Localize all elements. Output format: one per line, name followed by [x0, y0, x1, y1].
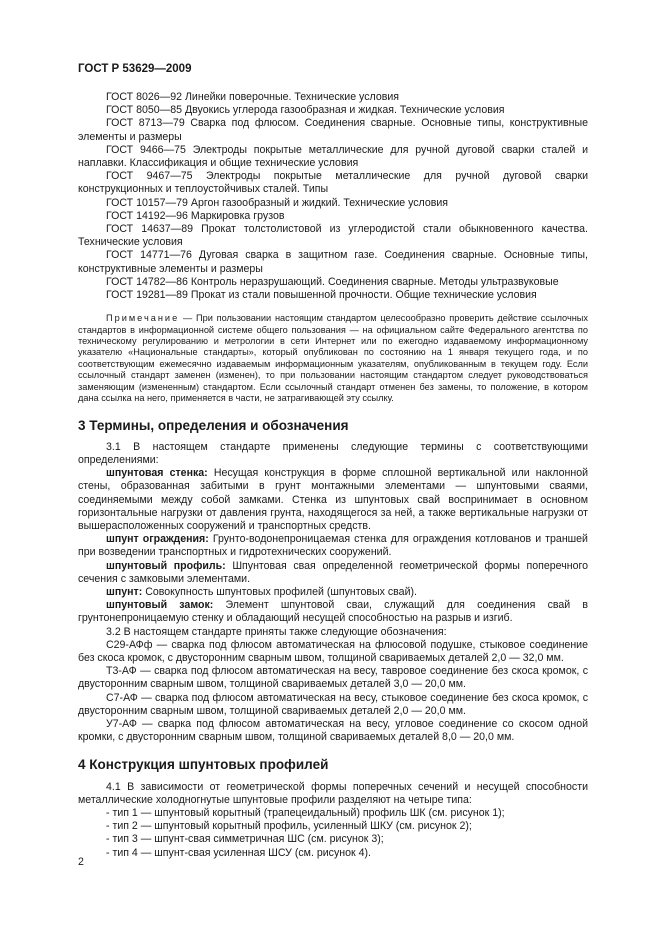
type-list-item: - тип 3 — шпунт-свая симметричная ШС (см. рисунок 3);	[106, 833, 384, 846]
clause-4-1: 4.1 В зависимости от геометрической формы поперечных сечений и несущей способности металлические холодногнутые шпунтовые профили разделяют на четыре типа:	[78, 780, 588, 806]
document-body	[78, 91, 588, 860]
term-definition	[78, 467, 588, 533]
term-label: шпунт:	[106, 585, 143, 598]
term-text: Элемент шпунтовой сваи, служащий для соединения свай в грунтонепроницаемую стенку и обладающий несущей способностью на разрыв и изгиб.	[78, 599, 588, 625]
reference-item: ГОСТ 9467—75 Электроды покрытые металлические для ручной дуговой сварки конструкционных и теплоустойчивых сталей. Типы	[78, 170, 588, 196]
page-number: 2	[78, 856, 84, 868]
term-label: шпунтовый замок:	[106, 599, 214, 612]
clause-3-1: 3.1 В настоящем стандарте применены следующие термины с соответствующими определениями:	[78, 440, 588, 466]
reference-item: ГОСТ 8026—92 Линейки поверочные. Технические условия	[106, 91, 399, 103]
reference-item: ГОСТ 8713—79 Сварка под флюсом. Соединения сварные. Основные типы, конструктивные элементы и размеры	[78, 117, 588, 143]
term-label: шпунтовый профиль:	[106, 559, 226, 572]
designation-item: С29-АФф — сварка под флюсом автоматическая на флюсовой подушке, стыковое соединение без скоса кромок, с двусторонним сварным швом, толщиной свариваемых деталей 2,0 — 32,0 мм.	[78, 638, 588, 664]
designation-item: С7-АФ — сварка под флюсом автоматическая на весу, стыковое соединение без скоса кромок, с двусторонним сварным швом, толщиной свариваемых деталей 2,0 — 20,0 мм.	[78, 691, 588, 717]
reference-item: ГОСТ 9466—75 Электроды покрытые металлические для ручной дуговой сварки сталей и наплавки. Классификация и общие технические условия	[78, 143, 588, 170]
term-definition	[78, 533, 588, 559]
note-label: Примечание	[106, 313, 180, 324]
reference-item: ГОСТ 8050—85 Двуокись углерода газообразная и жидкая. Технические условия	[106, 104, 505, 117]
note-text: — При пользовании настоящим стандартом целесообразно проверить действие ссылочных стандартов в информационной системе общего пользования — на официальном сайте Федерального агентства по техническому регулированию и метрологии в сети Интернет или по ежегодно издаваемому информационному указателю «Национальные стандарты», который опубликован по состоянию на 1 января текущего года, и по соответствующим ежемесячно издаваемым информационным указателям, опубликованным в текущем году. Если ссылочный стандарт заменен (изменен), то при пользовании настоящим стандартом следует руководствоваться заменяющим (измененным) стандартом. Если ссылочный стандарт отменен без замены, то положение, в котором дана ссылка на него, применяется в части, не затрагивающей эту ссылку.	[78, 313, 588, 404]
clause-3-2: 3.2 В настоящем стандарте приняты также следующие обозначения:	[106, 625, 447, 638]
term-text: Грунто-водонепроницаемая стенка для ограждения котлованов и траншей при возведении транспортных и гидротехнических сооружений.	[78, 533, 588, 559]
term-definition	[78, 586, 588, 599]
section-4-heading: 4 Конструкция шпунтовых профилей	[78, 757, 329, 773]
document-header: ГОСТ Р 53629—2009	[78, 63, 192, 75]
reference-item: ГОСТ 14771—76 Дуговая сварка в защитном газе. Соединения сварные. Основные типы, конструктивные элементы и размеры	[78, 249, 588, 275]
type-list-item: - тип 2 — шпунтовый корытный профиль, усиленный ШКУ (см. рисунок 2);	[106, 820, 472, 833]
term-definition	[78, 599, 588, 625]
reference-item: ГОСТ 10157—79 Аргон газообразный и жидкий. Технические условия	[106, 196, 449, 209]
term-label: шпунт ограждения:	[106, 533, 209, 546]
term-text: Несущая конструкция в форме сплошной вертикальной или наклонной стены, образованная забитыми в грунт монтажными элементами — шпунтовыми сваями, соединяемыми между собой замками. Стенка из шпунтовых свай воспринимает в основном горизонтальные нагрузки от давления грунта, находящегося за ней, а также вертикальные нагрузки от вышерасположенных сооружений и транспортных средств.	[78, 467, 588, 532]
term-text: Шпунтовая свая определенной геометрической формы поперечного сечения с замковыми элементами.	[78, 559, 588, 585]
reference-item: ГОСТ 14782—86 Контроль неразрушающий. Соединения сварные. Методы ультразвуковые	[106, 275, 559, 288]
reference-item: ГОСТ 14192—96 Маркировка грузов	[106, 209, 285, 222]
note-paragraph	[78, 313, 588, 404]
section-3-heading: 3 Термины, определения и обозначения	[78, 417, 349, 433]
term-definition	[78, 560, 588, 586]
type-list-item: - тип 4 — шпунт-свая усиленная ШСУ (см. рисунок 4).	[106, 846, 371, 859]
designation-item: У7-АФ — сварка под флюсом автоматическая на весу, угловое соединение со скосом одной кромки, с двусторонним сварным швом, толщиной свариваемых деталей 8,0 — 20,0 мм.	[78, 717, 588, 744]
designation-item: Т3-АФ — сварка под флюсом автоматическая на весу, тавровое соединение без скоса кромок, с двусторонним сварным швом, толщиной свариваемых деталей 3,0 — 20,0 мм.	[78, 665, 588, 691]
term-label: шпунтовая стенка:	[106, 467, 208, 480]
term-text: Совокупность шпунтовых профилей (шпунтовых свай).	[142, 585, 417, 598]
type-list-item: - тип 1 — шпунтовый корытный (трапецеидальный) профиль ШК (см. рисунок 1);	[106, 806, 505, 819]
reference-item: ГОСТ 14637—89 Прокат толстолистовой из углеродистой стали обыкновенного качества. Технические условия	[78, 223, 588, 249]
reference-item: ГОСТ 19281—89 Прокат из стали повышенной прочности. Общие технические условия	[106, 289, 537, 302]
